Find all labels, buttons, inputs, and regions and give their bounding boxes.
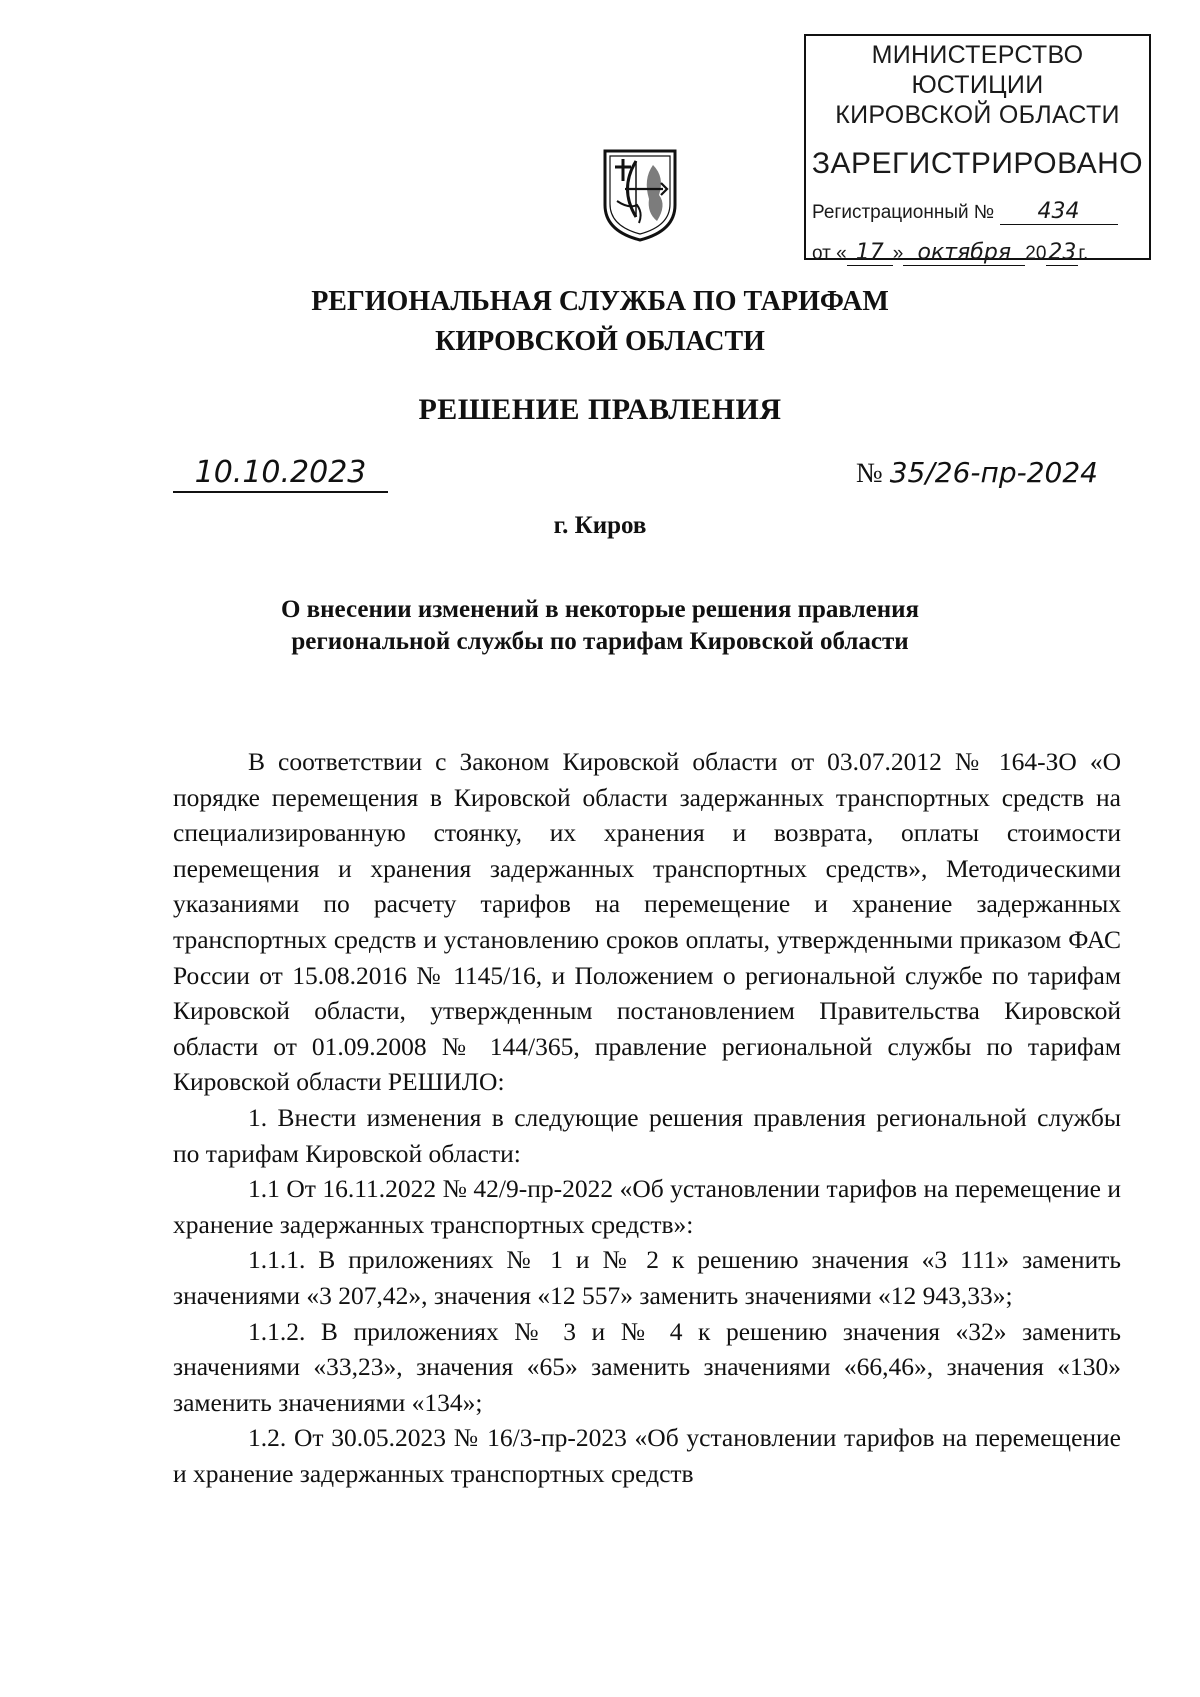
document-date: 10.10.2023	[173, 455, 388, 493]
document-number-value: 35/26-пр-2024	[889, 456, 1098, 489]
number-sign: №	[856, 458, 883, 489]
organization-name	[0, 282, 1200, 362]
stamp-region: КИРОВСКОЙ ОБЛАСТИ	[835, 101, 1120, 129]
stamp-date-year-prefix: 20	[1025, 243, 1047, 264]
stamp-reg-label: Регистрационный №	[812, 202, 995, 223]
document-body	[173, 744, 1121, 1491]
stamp-date-month: октября	[903, 240, 1025, 266]
paragraph-item-1-1: 1.1 От 16.11.2022 № 42/9-пр-2022 «Об установлении тарифов на перемещение и хранение задержанных транспортных средств»:	[173, 1174, 1121, 1239]
organization-line-2: КИРОВСКОЙ ОБЛАСТИ	[435, 326, 765, 357]
subject-line-1: О внесении изменений в некоторые решения правления	[280, 596, 920, 623]
city: г. Киров	[553, 512, 647, 539]
stamp-reg-number: 434	[1000, 199, 1118, 225]
document-type: РЕШЕНИЕ ПРАВЛЕНИЯ	[418, 393, 782, 426]
stamp-date-day: 17	[847, 240, 893, 266]
stamp-date-row	[812, 240, 1088, 266]
paragraph-item-1: 1. Внести изменения в следующие решения правления региональной службы по тарифам Кировской области:	[173, 1102, 1121, 1168]
paragraph-preamble: В соответствии с Законом Кировской области от 03.07.2012 № 164-ЗО «О порядке перемещения в Кировской области задержанных транспортных средств на специализированную стоянку, их хранения и возврата, оплаты стоимости перемещения и хранения задержанных транспортных средств», Методическими указаниями по расчету тарифов на перемещение и хранение задержанных транспортных средств и установлению сроков оплаты, утвержденными приказом ФАС России от 15.08.2016 № 1145/16, и Положением о региональной службе по тарифам Кировской области, утвержденным постановлением Правительства Кировской области от 01.09.2008 № 144/365, правление региональной службы по тарифам Кировской области РЕШИЛО:	[173, 747, 1121, 1097]
stamp-date-prefix: от «	[812, 243, 847, 264]
organization-line-1: РЕГИОНАЛЬНАЯ СЛУЖБА ПО ТАРИФАМ	[311, 286, 889, 317]
document-number	[856, 455, 1140, 492]
paragraph-item-1-1-1: 1.1.1. В приложениях № 1 и № 2 к решению значения «3 111» заменить значениями «3 207,42», значения «12 557» заменить значениями «12 943,33»;	[173, 1245, 1121, 1310]
paragraph-item-1-2: 1.2. От 30.05.2023 № 16/3-пр-2023 «Об установлении тарифов на перемещение и хранение задержанных транспортных средств	[173, 1423, 1121, 1488]
paragraph-item-1-1-2: 1.1.2. В приложениях № 3 и № 4 к решению значения «32» заменить значениями «33,23», значения «65» заменить значениями «66,46», значения «130» заменить значениями «134»;	[173, 1316, 1121, 1417]
stamp-registration-row	[812, 199, 1118, 225]
stamp-status: ЗАРЕГИСТРИРОВАНО	[811, 147, 1144, 180]
coat-of-arms-icon	[601, 147, 679, 243]
stamp-date-mid: »	[892, 243, 904, 264]
document-subject	[0, 594, 1200, 658]
stamp-date-suffix: г.	[1078, 243, 1089, 264]
subject-line-2: региональной службы по тарифам Кировской области	[291, 628, 909, 655]
stamp-ministry: МИНИСТЕРСТВО ЮСТИЦИИ	[871, 41, 1084, 99]
registration-stamp	[804, 34, 1151, 265]
stamp-date-year: 23	[1048, 240, 1077, 265]
